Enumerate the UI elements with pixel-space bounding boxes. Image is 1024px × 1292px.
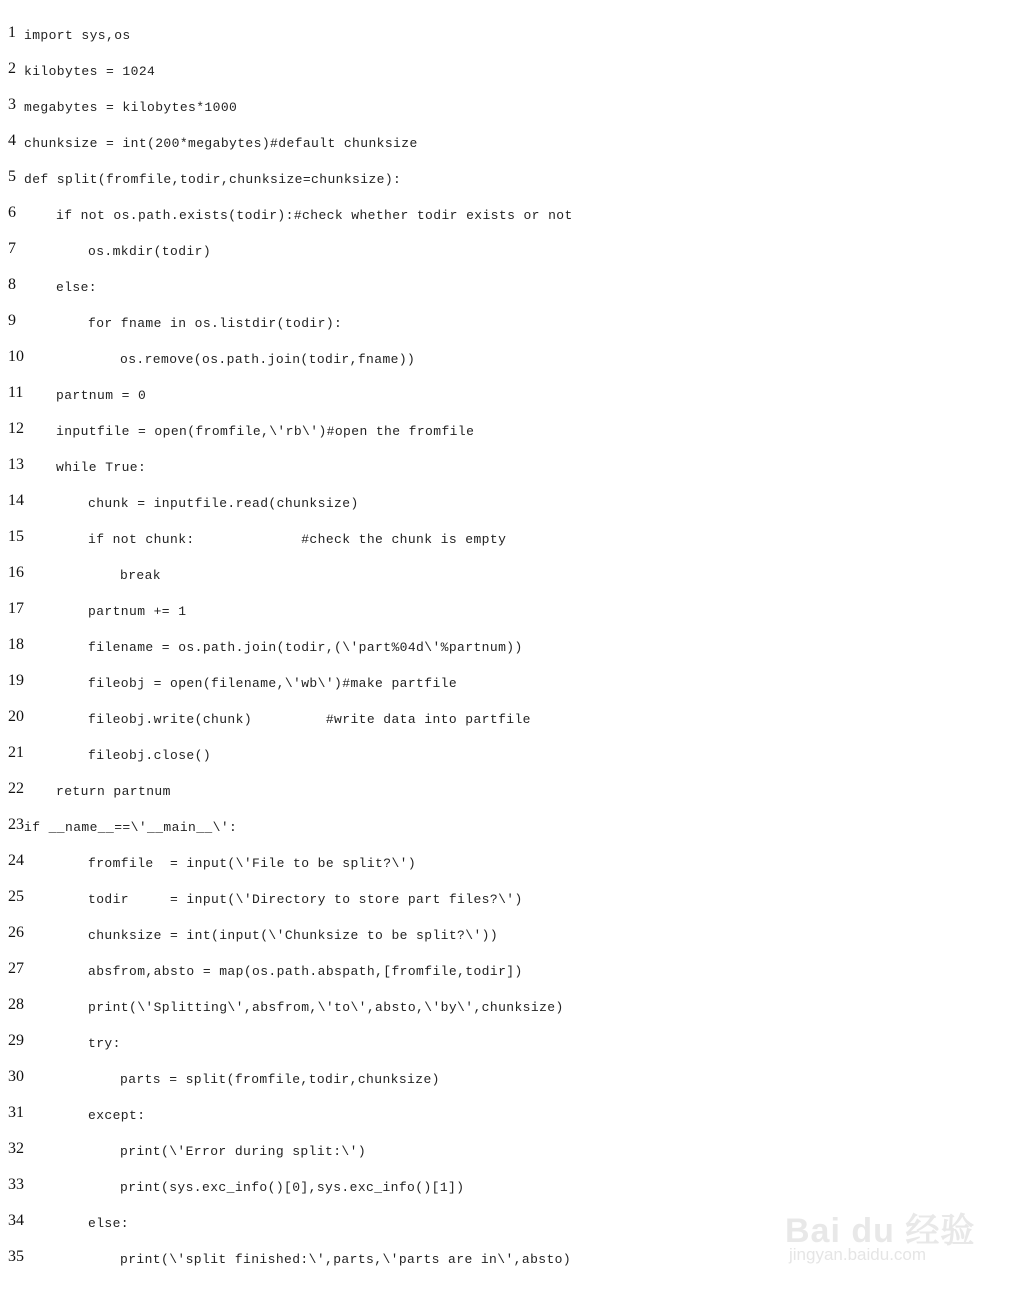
code-text: partnum += 1 [88, 604, 187, 619]
code-line [0, 376, 1024, 412]
code-line [0, 916, 1024, 952]
line-number: 7 [8, 240, 16, 257]
code-text: os.remove(os.path.join(todir,fname)) [120, 352, 416, 367]
code-line [0, 628, 1024, 664]
code-text: break [120, 568, 162, 583]
code-line [0, 592, 1024, 628]
code-line [0, 340, 1024, 376]
code-line [0, 1132, 1024, 1168]
code-line [0, 448, 1024, 484]
code-line [0, 520, 1024, 556]
code-text: inputfile = open(fromfile,\'rb\')#open the fromfile [56, 424, 475, 439]
watermark-logo: Bai du 经验 [785, 1212, 976, 1250]
code-text: fileobj.close() [88, 748, 212, 763]
line-number: 17 [8, 600, 24, 617]
line-number: 21 [8, 744, 24, 761]
code-line [0, 1096, 1024, 1132]
line-number: 24 [8, 852, 24, 869]
line-number: 15 [8, 528, 24, 545]
line-number: 31 [8, 1104, 24, 1121]
line-number: 33 [8, 1176, 24, 1193]
baidu-jingyan-watermark [785, 1185, 985, 1275]
code-line [0, 844, 1024, 880]
code-text: parts = split(fromfile,todir,chunksize) [120, 1072, 440, 1087]
line-number: 14 [8, 492, 24, 509]
code-text: megabytes = kilobytes*1000 [24, 100, 238, 115]
code-text: chunksize = int(200*megabytes)#default chunksize [24, 136, 418, 151]
code-line [0, 16, 1024, 52]
code-text: try: [88, 1036, 121, 1051]
code-line [0, 736, 1024, 772]
code-text: while True: [56, 460, 147, 475]
code-line [0, 880, 1024, 916]
code-text: else: [56, 280, 98, 295]
line-number: 10 [8, 348, 24, 365]
code-text: else: [88, 1216, 130, 1231]
code-line [0, 700, 1024, 736]
code-text: print(sys.exc_info()[0],sys.exc_info()[1]) [120, 1180, 465, 1195]
line-number: 35 [8, 1248, 24, 1265]
code-text: if not os.path.exists(todir):#check whether todir exists or not [56, 208, 573, 223]
line-number: 26 [8, 924, 24, 941]
line-number: 11 [8, 384, 24, 401]
code-text: todir = input(\'Directory to store part files?\') [88, 892, 523, 907]
line-number: 3 [8, 96, 16, 113]
code-text: def split(fromfile,todir,chunksize=chunksize): [24, 172, 402, 187]
line-number: 4 [8, 132, 16, 149]
code-text: fileobj = open(filename,\'wb\')#make partfile [88, 676, 458, 691]
line-number: 19 [8, 672, 24, 689]
code-text: import sys,os [24, 28, 131, 43]
line-number: 13 [8, 456, 24, 473]
code-line [0, 772, 1024, 808]
line-number: 23 [8, 816, 24, 833]
line-number: 22 [8, 780, 24, 797]
code-line [0, 196, 1024, 232]
code-text: filename = os.path.join(todir,(\'part%04d\'%partnum)) [88, 640, 523, 655]
line-number: 12 [8, 420, 24, 437]
line-number: 16 [8, 564, 24, 581]
line-number: 34 [8, 1212, 24, 1229]
line-number: 28 [8, 996, 24, 1013]
code-line [0, 412, 1024, 448]
line-number: 20 [8, 708, 24, 725]
line-number: 18 [8, 636, 24, 653]
watermark-url: jingyan.baidu.com [789, 1245, 927, 1264]
code-text: fromfile = input(\'File to be split?\') [88, 856, 417, 871]
code-line [0, 808, 1024, 844]
code-line [0, 304, 1024, 340]
code-line [0, 268, 1024, 304]
code-line [0, 556, 1024, 592]
line-number: 6 [8, 204, 16, 221]
code-text: chunk = inputfile.read(chunksize) [88, 496, 359, 511]
line-number: 25 [8, 888, 24, 905]
line-number: 30 [8, 1068, 24, 1085]
code-line [0, 484, 1024, 520]
code-line [0, 160, 1024, 196]
code-text: print(\'Error during split:\') [120, 1144, 367, 1159]
line-number: 32 [8, 1140, 24, 1157]
code-text: absfrom,absto = map(os.path.abspath,[fromfile,todir]) [88, 964, 523, 979]
code-text: partnum = 0 [56, 388, 147, 403]
code-line [0, 1024, 1024, 1060]
code-text: return partnum [56, 784, 171, 799]
code-text: fileobj.write(chunk) #write data into partfile [88, 712, 531, 727]
code-text: for fname in os.listdir(todir): [88, 316, 343, 331]
line-number: 9 [8, 312, 16, 329]
code-text: print(\'Splitting\',absfrom,\'to\',absto,\'by\',chunksize) [88, 1000, 564, 1015]
code-text: except: [88, 1108, 146, 1123]
line-number: 27 [8, 960, 24, 977]
code-line [0, 88, 1024, 124]
code-line [0, 952, 1024, 988]
code-text: kilobytes = 1024 [24, 64, 156, 79]
line-number: 8 [8, 276, 16, 293]
code-text: os.mkdir(todir) [88, 244, 212, 259]
code-listing [0, 16, 1024, 1276]
code-line [0, 124, 1024, 160]
code-line [0, 232, 1024, 268]
code-line [0, 1060, 1024, 1096]
code-text: chunksize = int(input(\'Chunksize to be split?\')) [88, 928, 499, 943]
code-line [0, 664, 1024, 700]
code-line [0, 988, 1024, 1024]
code-text: if __name__==\'__main__\': [24, 820, 238, 835]
code-text: print(\'split finished:\',parts,\'parts are in\',absto) [120, 1252, 572, 1267]
line-number: 1 [8, 24, 16, 41]
line-number: 2 [8, 60, 16, 77]
line-number: 29 [8, 1032, 24, 1049]
code-text: if not chunk: #check the chunk is empty [88, 532, 507, 547]
line-number: 5 [8, 168, 16, 185]
code-line [0, 52, 1024, 88]
